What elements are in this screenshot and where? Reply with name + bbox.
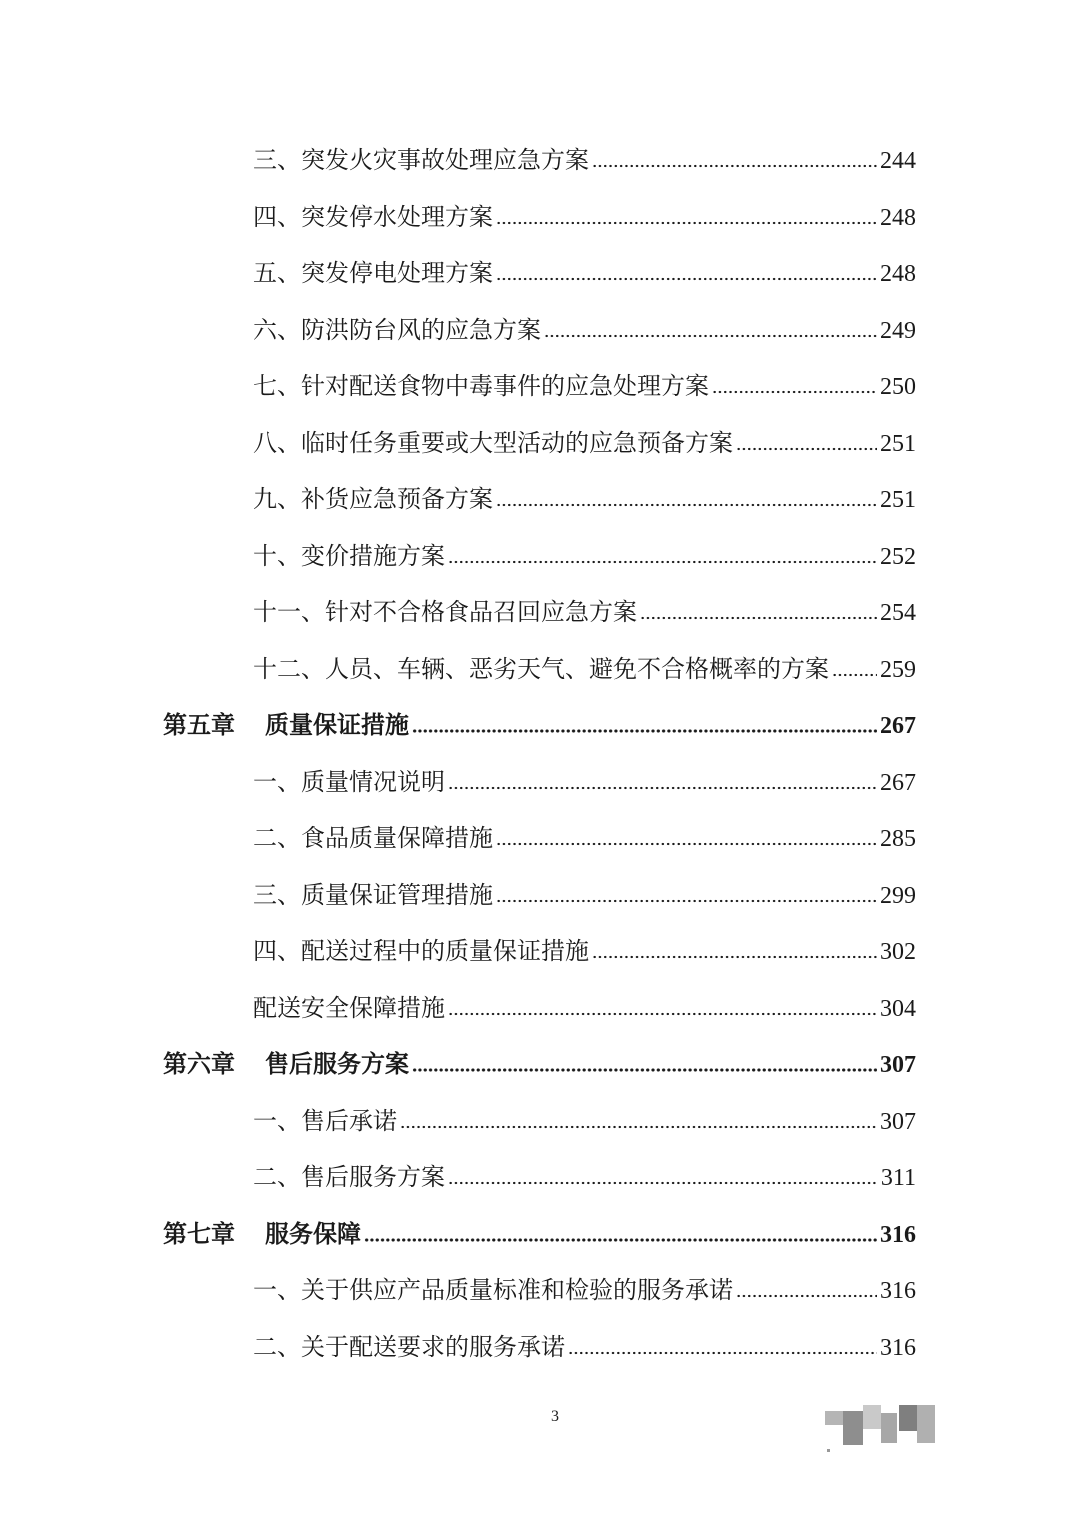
dot-leader [364, 1238, 877, 1242]
toc-page-number: 302 [880, 939, 916, 965]
dot-leader [592, 955, 877, 959]
toc-entry-label: 九、补货应急预备方案 [253, 485, 493, 513]
dot-leader [496, 842, 877, 846]
toc-page-number: 304 [880, 996, 916, 1022]
toc-page-number: 254 [880, 600, 916, 626]
toc-entry[interactable] [253, 654, 916, 685]
toc-entry-label: 二、食品质量保障措施 [253, 824, 493, 852]
dot-leader [496, 221, 877, 225]
dot-leader [496, 277, 877, 281]
toc-entry-label: 六、防洪防台风的应急方案 [253, 316, 541, 344]
toc-entry[interactable] [253, 1162, 916, 1193]
watermark-logo [825, 1403, 935, 1445]
toc-entry[interactable] [253, 767, 916, 798]
toc-entry[interactable] [253, 597, 916, 628]
toc-page-number: 244 [880, 148, 916, 174]
toc-page-number: 252 [880, 544, 916, 570]
toc-page-number: 248 [880, 205, 916, 231]
toc-page-number: 311 [880, 1165, 916, 1191]
toc-entry-label: 四、突发停水处理方案 [253, 203, 493, 231]
dot-leader [568, 1351, 877, 1355]
toc-entry-label: 一、售后承诺 [253, 1107, 397, 1135]
toc-chapter-entry[interactable] [163, 1219, 916, 1250]
toc-entry[interactable] [253, 993, 916, 1024]
toc-entry[interactable] [253, 202, 916, 233]
chapter-number: 第七章 [163, 1219, 235, 1248]
toc-page-number: 316 [880, 1222, 916, 1248]
toc-entry-label: 七、针对配送食物中毒事件的应急处理方案 [253, 372, 709, 400]
toc-entry-label: 三、质量保证管理措施 [253, 881, 493, 909]
toc-page-number: 267 [880, 770, 916, 796]
toc-entry[interactable] [253, 315, 916, 346]
toc-entry-label: 四、配送过程中的质量保证措施 [253, 937, 589, 965]
toc-entry-label: 一、质量情况说明 [253, 768, 445, 796]
toc-page-number: 299 [880, 883, 916, 909]
dot-leader [736, 447, 877, 451]
toc-entry-label: 一、关于供应产品质量标准和检验的服务承诺 [253, 1276, 733, 1304]
toc-entry[interactable] [253, 484, 916, 515]
toc-page-number: 307 [880, 1109, 916, 1135]
chapter-number: 第五章 [163, 710, 235, 739]
toc-entry-label [163, 1219, 361, 1249]
dot-leader [412, 1068, 877, 1072]
toc-entry[interactable] [253, 936, 916, 967]
dot-leader [496, 899, 877, 903]
dot-leader [592, 164, 877, 168]
toc-entry[interactable] [253, 1275, 916, 1306]
toc-entry[interactable] [253, 428, 916, 459]
dot-leader [400, 1125, 877, 1129]
toc-entry-label: 八、临时任务重要或大型活动的应急预备方案 [253, 429, 733, 457]
dot-leader [448, 1181, 878, 1185]
chapter-title: 质量保证措施 [265, 710, 409, 739]
dot-leader [736, 1294, 877, 1298]
toc-chapter-entry[interactable] [163, 710, 916, 741]
toc-entry[interactable] [253, 258, 916, 289]
toc-entry-label: 二、售后服务方案 [253, 1163, 445, 1191]
dot-leader [640, 616, 877, 620]
dot-leader [448, 786, 877, 790]
toc-page-number: 259 [880, 657, 916, 683]
chapter-number: 第六章 [163, 1049, 235, 1078]
toc-entry-label: 十二、人员、车辆、恶劣天气、避免不合格概率的方案 [253, 655, 829, 683]
toc-page-number: 285 [880, 826, 916, 852]
dot-leader [544, 334, 877, 338]
toc-entry[interactable] [253, 145, 916, 176]
toc-page-number: 316 [880, 1335, 916, 1361]
chapter-title: 售后服务方案 [265, 1049, 409, 1078]
dot-leader [496, 503, 877, 507]
dot-leader [412, 729, 877, 733]
toc-entry-label [163, 1049, 409, 1079]
page-number: 3 [551, 1408, 559, 1425]
toc-entry-label: 五、突发停电处理方案 [253, 259, 493, 287]
toc-entry-label: 二、关于配送要求的服务承诺 [253, 1333, 565, 1361]
toc-entry-label: 配送安全保障措施 [253, 994, 445, 1022]
toc-entry[interactable] [253, 823, 916, 854]
toc-page-number: 249 [880, 318, 916, 344]
toc-page-number: 251 [880, 487, 916, 513]
dot-leader [712, 390, 877, 394]
toc-page-number: 307 [880, 1052, 916, 1078]
toc-entry[interactable] [253, 1332, 916, 1363]
toc-entry[interactable] [253, 371, 916, 402]
toc-page-number: 316 [880, 1278, 916, 1304]
toc-page-number: 250 [880, 374, 916, 400]
chapter-title: 服务保障 [265, 1219, 361, 1248]
toc-chapter-entry[interactable] [163, 1049, 916, 1080]
toc-page-number: 248 [880, 261, 916, 287]
toc-page-number: 267 [880, 713, 916, 739]
toc-entry[interactable] [253, 880, 916, 911]
toc-entry[interactable] [253, 1106, 916, 1137]
dot-leader [832, 673, 877, 677]
toc-entry[interactable] [253, 541, 916, 572]
dot-leader [448, 1012, 877, 1016]
toc-entry-label [163, 710, 409, 740]
toc-entry-label: 十、变价措施方案 [253, 542, 445, 570]
toc-page-number: 251 [880, 431, 916, 457]
toc-entry-label: 三、突发火灾事故处理应急方案 [253, 146, 589, 174]
toc-entry-label: 十一、针对不合格食品召回应急方案 [253, 598, 637, 626]
dot-leader [448, 560, 877, 564]
